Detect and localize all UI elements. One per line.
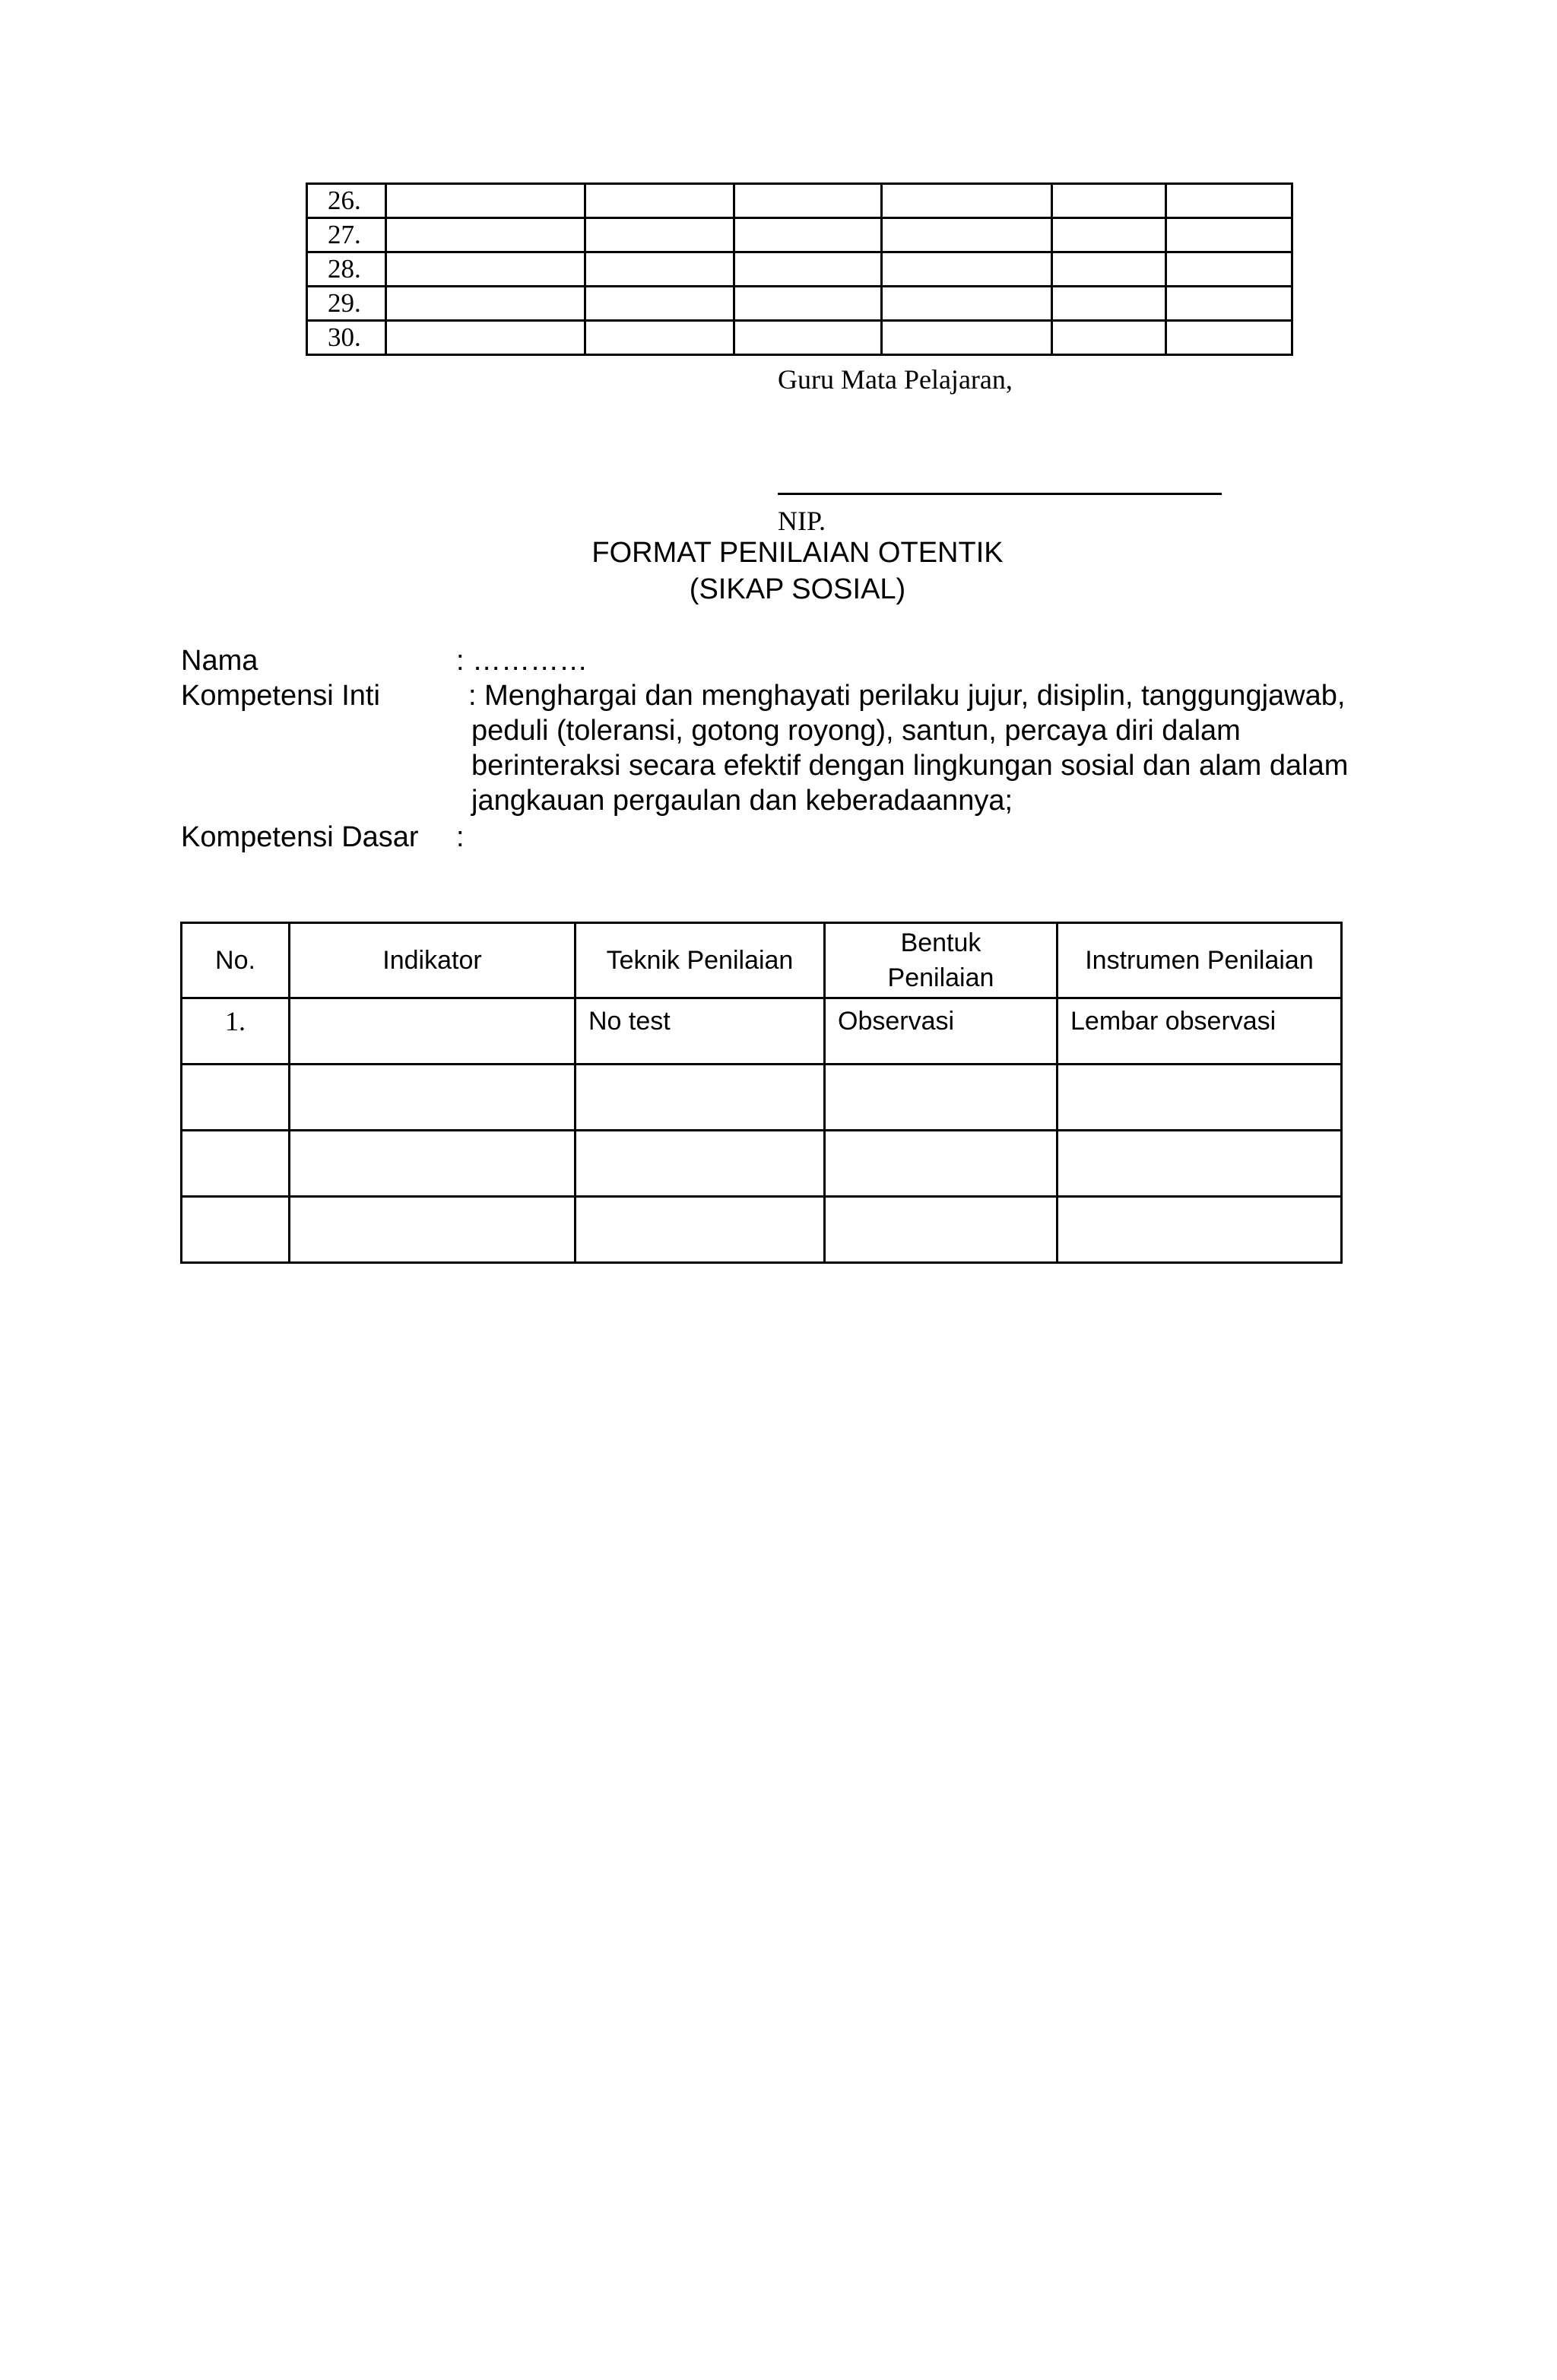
table-cell — [290, 998, 576, 1065]
table-row — [307, 184, 1292, 218]
table-row — [182, 1197, 1342, 1263]
kompetensi-dasar-label: Kompetensi Dasar — [181, 821, 419, 853]
table-cell — [576, 1065, 825, 1131]
kompetensi-inti-text: jangkauan pergaulan dan keberadaannya; — [471, 785, 1013, 817]
table-cell — [1058, 1065, 1342, 1131]
table-row — [182, 1131, 1342, 1197]
table-row — [307, 287, 1292, 321]
assessment-table — [180, 922, 1343, 1264]
table-cell — [182, 1131, 290, 1197]
nama-value: : ………… — [456, 645, 588, 677]
table-cell: Lembar observasi — [1058, 998, 1342, 1065]
nip-label: NIP. — [778, 506, 826, 536]
row-number: 26. — [307, 184, 386, 218]
table-row — [307, 218, 1292, 252]
column-header: Instrumen Penilaian — [1058, 923, 1342, 998]
table-cell — [576, 1131, 825, 1197]
table-cell — [825, 1131, 1058, 1197]
column-header: No. — [182, 923, 290, 998]
row-number: 27. — [307, 218, 386, 252]
column-header: Teknik Penilaian — [576, 923, 825, 998]
kompetensi-inti-text: : Menghargai dan menghayati perilaku jujur, disiplin, tanggungjawab, — [468, 680, 1346, 712]
table-cell — [825, 1197, 1058, 1263]
table-cell — [1058, 1131, 1342, 1197]
table-cell — [182, 1065, 290, 1131]
signature-line — [778, 493, 1222, 495]
kompetensi-inti-text: peduli (toleransi, gotong royong), santun, percaya diri dalam — [471, 715, 1241, 747]
row-number: 29. — [307, 287, 386, 321]
table-row — [182, 1065, 1342, 1131]
table-cell — [290, 1131, 576, 1197]
table-row — [182, 998, 1342, 1065]
table-cell — [182, 1197, 290, 1263]
table-cell — [825, 1065, 1058, 1131]
table-row — [307, 252, 1292, 287]
row-number: 28. — [307, 252, 386, 287]
table-cell: Observasi — [825, 998, 1058, 1065]
table-cell — [290, 1197, 576, 1263]
page-subtitle: (SIKAP SOSIAL) — [689, 573, 906, 605]
nama-label: Nama — [181, 645, 258, 677]
page-title: FORMAT PENILAIAN OTENTIK — [591, 537, 1004, 569]
column-header: Bentuk Penilaian — [825, 923, 1058, 998]
row-number: 30. — [307, 321, 386, 355]
table-row — [307, 321, 1292, 355]
table-header-row — [182, 923, 1342, 998]
table-cell: 1. — [182, 998, 290, 1065]
table-cell — [1058, 1197, 1342, 1263]
table-cell: No test — [576, 998, 825, 1065]
signature-label: Guru Mata Pelajaran, — [778, 364, 1013, 395]
score-table-continuation — [306, 182, 1293, 356]
kompetensi-inti-label: Kompetensi Inti — [181, 680, 380, 712]
table-cell — [290, 1065, 576, 1131]
column-header: Indikator — [290, 923, 576, 998]
kompetensi-dasar-colon: : — [456, 821, 465, 853]
table-cell — [576, 1197, 825, 1263]
kompetensi-inti-text: berinteraksi secara efektif dengan lingkungan sosial dan alam dalam — [471, 750, 1349, 782]
